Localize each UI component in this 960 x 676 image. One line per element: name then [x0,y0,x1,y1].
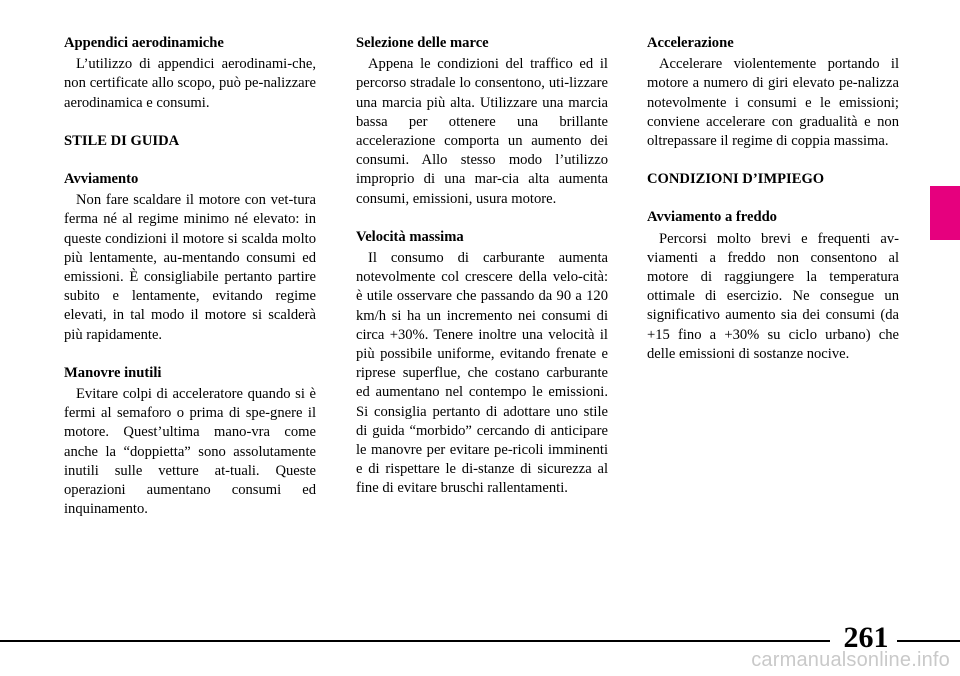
section-title-condizioni-impiego: CONDIZIONI D’IMPIEGO [647,171,825,188]
heading-avviamento: Avviamento [64,171,139,188]
paragraph-selezione-marce: Appena le condizioni del traffico ed il percorso stradale lo consentono, uti-lizzare una marcia più alta. Utilizzare una marcia bassa per ottenere una brillante accelerazione comporta un aumento dei consumi. Allo stesso modo l’utilizzo improprio di una mar-cia alta aumenta consumi, emissioni, usura motore. [356,56,608,207]
paragraph-avviamento-a-freddo: Percorsi molto brevi e frequenti av-viamenti a freddo non consentono al motore di raggiungere la temperatura ottimale di esercizio. Ne consegue un significativo aumento sia dei consumi (da +15 fino a +30% su ciclo urbano) che delle emissioni di sostanze nocive. [647,230,899,362]
heading-velocita-massima: Velocità massima [356,228,464,245]
text-column-1 [64,34,316,519]
paragraph-avviamento: Non fare scaldare il motore con vet-tura ferma né al regime minimo né elevato: in queste condizioni il motore si scalda molto più lentamente, au-mentando consumi ed emissioni. È consigliabile pertanto partire subito e lentamente, evitando regime elevati, in tal modo il motore si scalderà più rapidamente. [64,192,316,343]
heading-accelerazione: Accelerazione [647,35,734,51]
paragraph-manovre-inutili: Evitare colpi di acceleratore quando si è fermi al semaforo o prima di spe-gnere il motore. Quest’ultima mano-vra come anche la “doppietta” sono assolutamente inutili sulle vetture at-tuali. Queste operazioni aumentano consumi ed inquinamento. [64,386,316,518]
paragraph-accelerazione: Accelerare violentemente portando il motore a numero di giri elevato pe-nalizza notevolmente i consumi e le emissioni; conviene accelerare con gradualità e non oltrepassare il regime di coppia massima. [647,56,899,150]
page-number: 261 [843,621,889,654]
paragraph-velocita-massima: Il consumo di carburante aumenta notevolmente col crescere della velo-cità: è utile osservare che passando da 90 a 120 km/h si ha un incremento nei consumi di circa +30%. Tenere inoltre una velocità il più possibile uniforme, evitando frenate e riprese superflue, che costano carburante ed aumentano nel contempo le emissioni. Si consiglia pertanto di adottare uno stile di guida “morbido” cercando di anticipare le manovre per evitare pe-ricoli imminenti e di rispettare le di-stanze di sicurezza al fine di evitare bruschi rallentamenti. [356,250,608,497]
footer-rule-right [897,640,960,642]
heading-avviamento-a-freddo: Avviamento a freddo [647,209,777,226]
heading-selezione-marce: Selezione delle marce [356,35,489,51]
footer-rule-left [0,640,830,642]
text-column-2 [356,34,608,499]
chapter-tab [930,186,960,240]
paragraph-appendici: L’utilizzo di appendici aerodinami-che, non certificate allo scopo, può pe-nalizzare aerodinamica e consumi. [64,56,316,111]
section-title-stile-di-guida: STILE DI GUIDA [64,132,180,149]
heading-appendici: Appendici aerodinamiche [64,35,224,51]
watermark: carmanualsonline.info [751,649,950,671]
heading-manovre-inutili: Manovre inutili [64,364,162,381]
text-column-3 [647,34,899,364]
